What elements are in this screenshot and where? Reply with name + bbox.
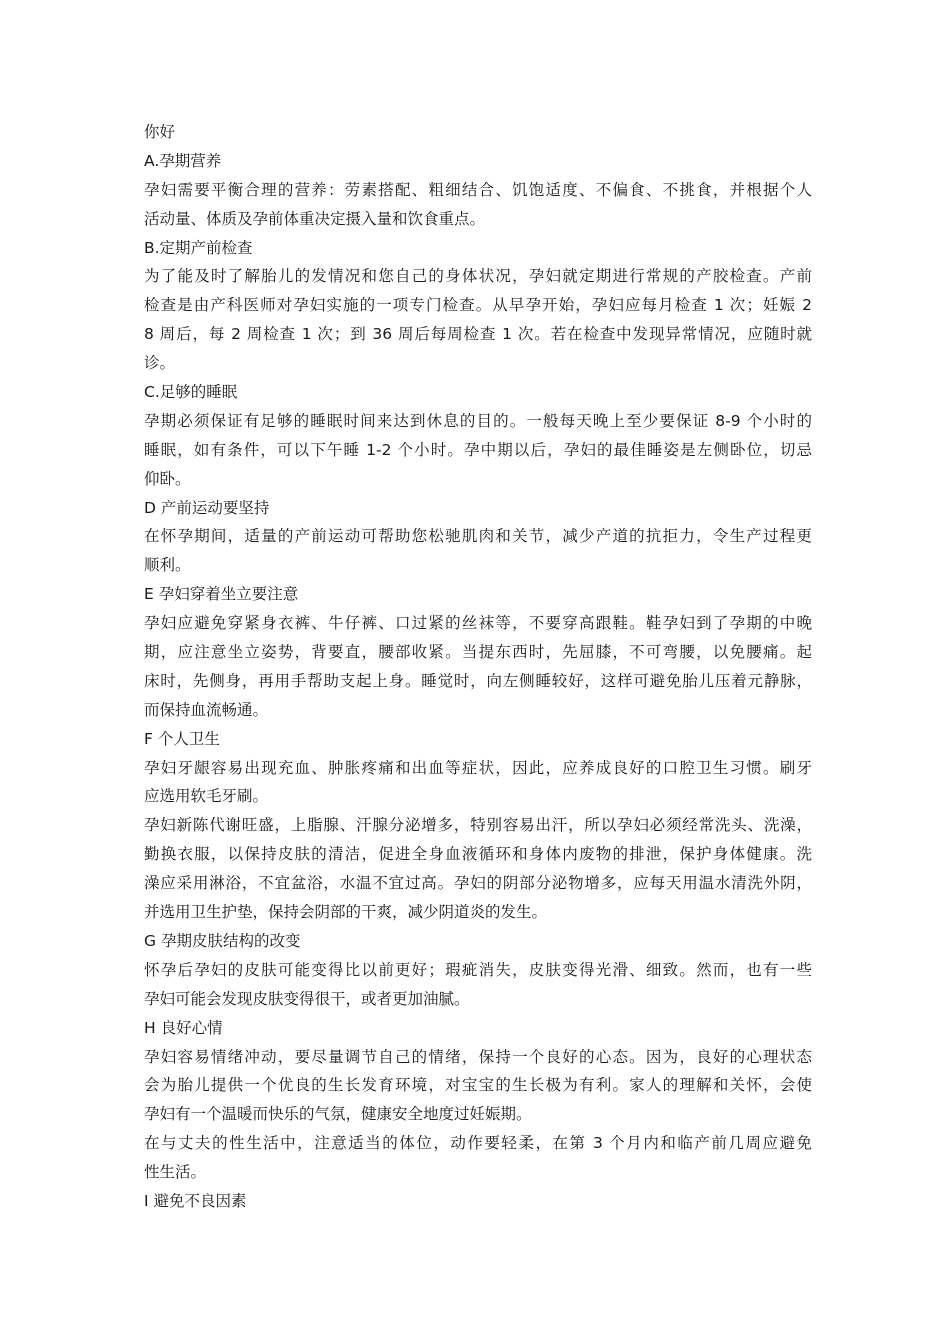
paragraph-line: 应选用软毛牙刷。 <box>144 787 269 806</box>
paragraph-line: 诊。 <box>144 354 176 373</box>
paragraph-line: 孕期必须保证有足够的睡眠时间来达到休息的目的。一般每天晚上至少要保证 8-9 个小时的 <box>144 411 812 430</box>
section-heading-a: A.孕期营养 <box>144 151 222 170</box>
paragraph-line: 在怀孕期间，适量的产前运动可帮助您松驰肌肉和关节，减少产道的抗拒力，令生产过程更 <box>144 527 812 546</box>
paragraph-line: 会为胎儿提供一个优良的生长发育环境，对宝宝的生长极为有利。家人的理解和关怀，会使 <box>144 1076 812 1095</box>
paragraph-line: 澡应采用淋浴，不宜盆浴，水温不宜过高。孕妇的阴部分泌物增多，应每天用温水清洗外阴， <box>144 874 812 893</box>
paragraph-line: 孕妇需要平衡合理的营养：劳素搭配、粗细结合、饥饱适度、不偏食、不挑食，并根据个人 <box>144 180 812 199</box>
paragraph-line: 顺利。 <box>144 556 191 575</box>
section-heading-h: H 良好心情 <box>144 1018 223 1037</box>
paragraph-line: 孕妇新陈代谢旺盛，上脂腺、汗腺分泌增多，特别容易出汗，所以孕妇必须经常洗头、洗澡， <box>144 816 812 835</box>
paragraph-line: 性生活。 <box>144 1163 207 1182</box>
paragraph-line: 孕妇应避免穿紧身衣裤、牛仔裤、口过紧的丝袜等，不要穿高跟鞋。鞋孕妇到了孕期的中晚 <box>144 614 812 633</box>
paragraph-line: 检查是由产科医师对孕妇实施的一项专门检查。从早孕开始，孕妇应每月检查 1 次；妊娠 2 <box>144 296 812 315</box>
paragraph-line: 8 周后，每 2 周检查 1 次；到 36 周后每周检查 1 次。若在检查中发现异常情况，应随时就 <box>144 325 812 344</box>
paragraph-line: 孕妇牙龈容易出现充血、肿胀疼痛和出血等症状，因此，应养成良好的口腔卫生习惯。刷牙 <box>144 758 812 777</box>
paragraph-line: 活动量、体质及孕前体重决定摄入量和饮食重点。 <box>144 209 486 228</box>
section-heading-c: C.足够的睡眠 <box>144 383 238 402</box>
paragraph-line: 并选用卫生护垫，保持会阴部的干爽，减少阴道炎的发生。 <box>144 903 548 922</box>
paragraph-line: 睡眠，如有条件，可以下午睡 1-2 个小时。孕中期以后，孕妇的最佳睡姿是左侧卧位，切忌 <box>144 440 812 459</box>
paragraph-line: 孕妇容易情绪冲动，要尽量调节自己的情绪，保持一个良好的心态。因为，良好的心理状态 <box>144 1047 812 1066</box>
paragraph-line: 勤换衣服，以保持皮肤的清洁，促进全身血液循环和身体内废物的排泄，保护身体健康。洗 <box>144 845 812 864</box>
paragraph-line: 孕妇有一个温暖而快乐的气氛，健康安全地度过妊娠期。 <box>144 1105 532 1124</box>
paragraph-line: 仰卧。 <box>144 469 191 488</box>
paragraph-line: 床时，先侧身，再用手帮助支起上身。睡觉时，向左侧睡较好，这样可避免胎儿压着元静脉， <box>144 671 812 690</box>
document-body <box>144 118 812 1216</box>
section-heading-g: G 孕期皮肤结构的改变 <box>144 931 301 950</box>
section-heading-d: D 产前运动要坚持 <box>144 498 270 517</box>
paragraph-line: 在与丈夫的性生活中，注意适当的体位，动作要轻柔，在第 3 个月内和临产前几周应避免 <box>144 1134 812 1153</box>
greeting: 你好 <box>144 123 176 141</box>
section-heading-f: F 个人卫生 <box>144 729 220 748</box>
section-heading-i: I 避免不良因素 <box>144 1191 247 1210</box>
section-heading-b: B.定期产前检查 <box>144 238 253 257</box>
paragraph-line: 期，应注意坐立姿势，背要直，腰部收紧。当提东西时，先屈膝，不可弯腰，以免腰痛。起 <box>144 643 812 662</box>
paragraph-line: 怀孕后孕妇的皮肤可能变得比以前更好；瑕疵消失，皮肤变得光滑、细致。然而，也有一些 <box>144 960 812 979</box>
paragraph-line: 为了能及时了解胎儿的发情况和您自己的身体状况，孕妇就定期进行常规的产胶检查。产前 <box>144 267 812 286</box>
paragraph-line: 而保持血流畅通。 <box>144 700 269 719</box>
paragraph-line: 孕妇可能会发现皮肤变得很干，或者更加油腻。 <box>144 989 470 1008</box>
section-heading-e: E 孕妇穿着坐立要注意 <box>144 585 299 604</box>
